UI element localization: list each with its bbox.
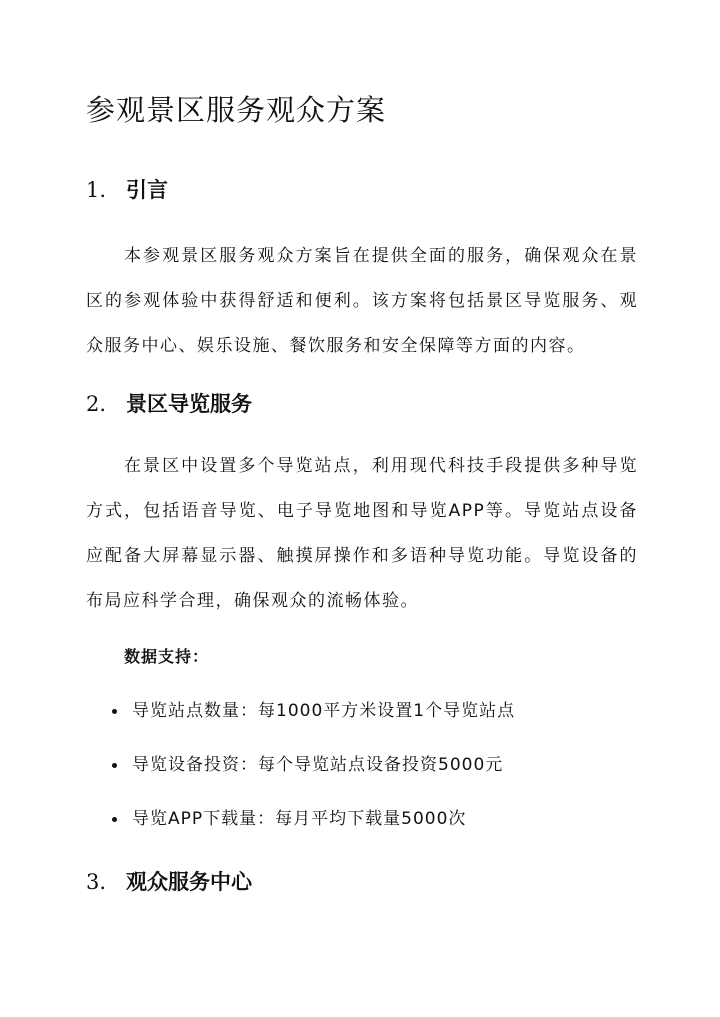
- list-item: [104, 802, 664, 856]
- list-item: [104, 694, 664, 748]
- list-item: [104, 748, 664, 802]
- list-item-text: 导览站点数量：每1000平方米设置1个导览站点: [132, 701, 516, 721]
- guide-service-paragraph: 在景区中设置多个导览站点，利用现代科技手段提供多种导览方式，包括语音导览、电子导览地图和导览APP等。导览站点设备应配备大屏幕显示器、触摸屏操作和多语种导览功能。导览设备的布局应科学合理，确保观众的流畅体验。: [86, 456, 638, 611]
- section-heading-visitor-center: [86, 866, 252, 896]
- introduction-paragraph: 本参观景区服务观众方案旨在提供全面的服务，确保观众在景区的参观体验中获得舒适和便利。该方案将包括景区导览服务、观众服务中心、娱乐设施、餐饮服务和安全保障等方面的内容。: [86, 246, 638, 356]
- section-number: 1.: [86, 178, 107, 202]
- section-number: 3.: [86, 870, 107, 894]
- section-heading-guide-service: [86, 388, 252, 418]
- bullet-icon: [112, 709, 117, 714]
- section-heading-introduction: [86, 174, 168, 204]
- section-number: 2.: [86, 392, 107, 416]
- section-title: 观众服务中心: [126, 870, 252, 894]
- section-title: 景区导览服务: [126, 392, 252, 416]
- list-item-text: 导览设备投资：每个导览站点设备投资5000元: [132, 755, 504, 775]
- bullet-icon: [112, 763, 117, 768]
- bullet-icon: [112, 817, 117, 822]
- section-title: 引言: [126, 178, 168, 202]
- data-support-label: 数据支持：: [124, 647, 210, 666]
- list-item-text: 导览APP下载量：每月平均下载量5000次: [132, 809, 467, 829]
- document-title: 参观景区服务观众方案: [86, 93, 387, 127]
- data-support-list: [104, 694, 664, 856]
